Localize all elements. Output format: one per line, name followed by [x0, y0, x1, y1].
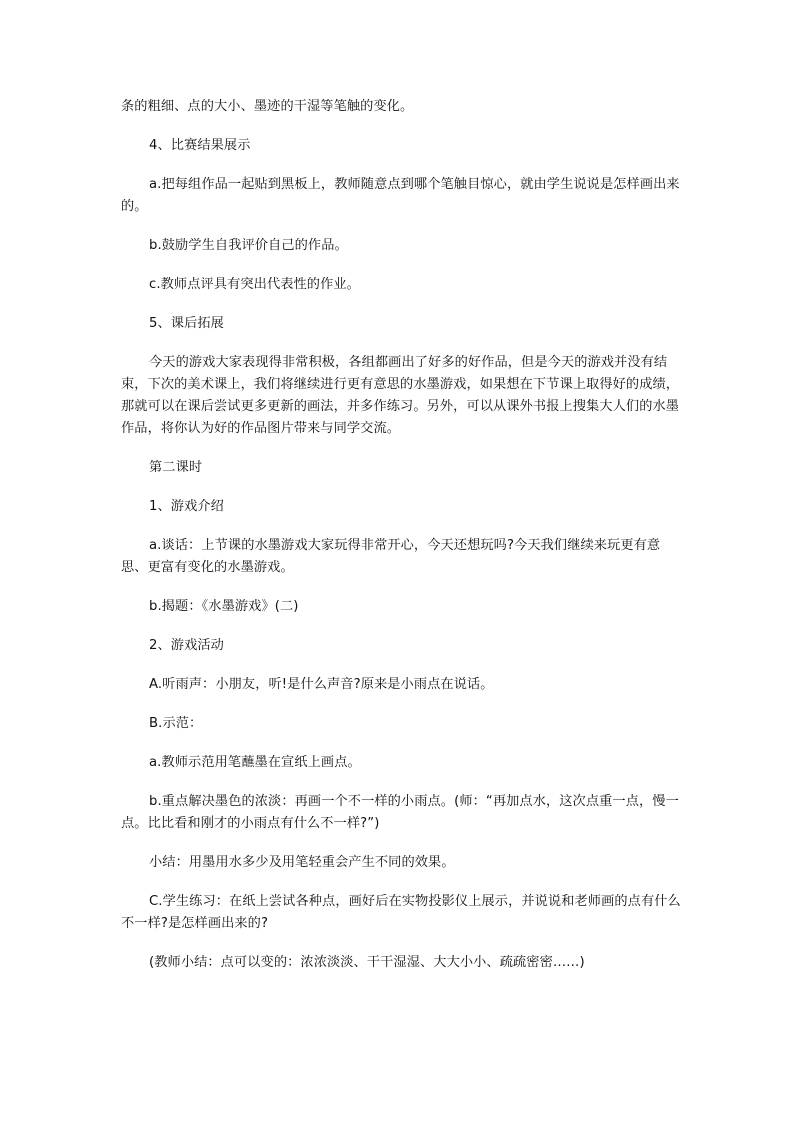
paragraph-talk: a.谈话：上节课的水墨游戏大家玩得非常开心，今天还想玩吗?今天我们继续来玩更有意思、更富有变化的水墨游戏。	[121, 538, 661, 575]
paragraph-practice: C.学生练习：在纸上尝试各种点，画好后在实物投影仪上展示，并说说和老师画的点有什么不一样?是怎样画出来的?	[121, 894, 681, 931]
paragraph-rain-sound: A.听雨声：小朋友，听!是什么声音?原来是小雨点在说话。	[149, 677, 494, 692]
heading-extension: 5、课后拓展	[149, 316, 224, 331]
heading-game-activity: 2、游戏活动	[149, 638, 224, 653]
paragraph-step-b: b.鼓励学生自我评价自己的作品。	[149, 238, 348, 253]
heading-second-lesson: 第二课时	[149, 460, 203, 475]
heading-competition-results: 4、比赛结果展示	[149, 138, 251, 153]
paragraph-step-a: a.把每组作品一起贴到黑板上，教师随意点到哪个笔触目惊心，就由学生说说是怎样画出来的。	[121, 177, 680, 214]
document-body	[121, 96, 681, 991]
paragraph-step-c: c.教师点评具有突出代表性的作业。	[149, 277, 360, 292]
paragraph-extension: 今天的游戏大家表现得非常积极，各组都画出了好多的好作品，但是今天的游戏并没有结束，下次的美术课上，我们将继续进行更有意思的水墨游戏，如果想在下节课上取得好的成绩，那就可以在课后尝试更多更新的画法，并多作练习。另外，可以从课外书报上搜集大人们的水墨作品，将你认为好的作品图片带来与同学交流。	[121, 355, 680, 436]
paragraph-demo-a: a.教师示范用笔蘸墨在宣纸上画点。	[149, 755, 361, 770]
paragraph-topic: b.揭题：《水墨游戏》(二)	[149, 599, 299, 614]
paragraph-summary: 小结：用墨用水多少及用笔轻重会产生不同的效果。	[149, 855, 455, 870]
paragraph-demo-b: b.重点解决墨色的浓淡：再画一个不一样的小雨点。(师：“再加点水，这次点重一点，慢一点。比比看和刚才的小雨点有什么不一样?”)	[121, 794, 679, 831]
paragraph-continuation: 条的粗细、点的大小、墨迹的干湿等笔触的变化。	[121, 99, 414, 114]
paragraph-demo-heading: B.示范：	[149, 716, 203, 731]
paragraph-teacher-summary: (教师小结：点可以变的：浓浓淡淡、干干湿湿、大大小小、疏疏密密……)	[149, 955, 585, 970]
heading-game-intro: 1、游戏介绍	[149, 499, 224, 514]
